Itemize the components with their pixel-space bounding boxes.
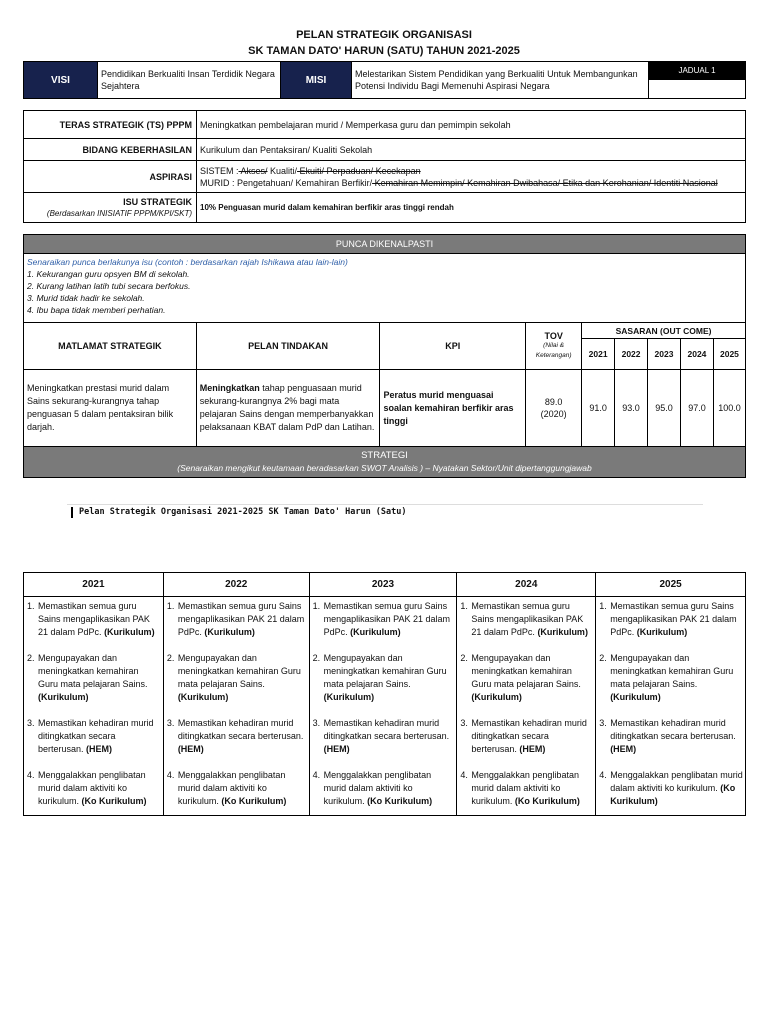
- year-header-2023: 2023: [648, 339, 681, 370]
- strategy-text-wrap: [610, 769, 743, 808]
- year-column-header: 2023: [309, 573, 457, 597]
- strategy-number: 3.: [599, 718, 607, 728]
- strategy-item: [599, 652, 743, 704]
- strategy-text: Mengupayakan dan meningkatkan kemahiran Guru mata pelajaran Sains.: [610, 653, 734, 689]
- tov-year: (2020): [540, 409, 567, 419]
- strategy-text: Memastikan semua guru Sains mengaplikasikan PAK 21 dalam PdPc.: [323, 601, 450, 637]
- strategy-number: 2.: [312, 653, 321, 663]
- kpi-header: KPI: [380, 323, 526, 370]
- strategy-text: Memastikan semua guru Sains mengaplikasikan PAK 21 dalam PdPc.: [610, 601, 737, 637]
- teras-value: Meningkatkan pembelajaran murid / Memperkasa guru dan pemimpin sekolah: [197, 111, 746, 139]
- strategy-unit: (Kurikulum): [38, 692, 89, 702]
- strategy-text: Menggalakkan penglibatan murid dalam aktiviti ko kurikulum.: [38, 770, 146, 806]
- strategy-item: [599, 717, 743, 756]
- strategy-text: Memastikan kehadiran murid ditingkatkan secara berterusan.: [323, 718, 450, 741]
- strategy-text-wrap: [471, 652, 593, 704]
- strategy-text: Memastikan kehadiran murid ditingkatkan secara berterusan.: [38, 718, 154, 754]
- aspirasi-sistem-struck-2: Ekuiti/ Perpaduan/ Kecekapan: [297, 165, 421, 176]
- strategy-text: Memastikan semua guru Sains mengaplikasikan PAK 21 dalam PdPc.: [177, 601, 305, 637]
- isu-value: 10% Penguasan murid dalam kemahiran berfikir aras tinggi rendah: [197, 193, 746, 223]
- punca-item: 3. Murid tidak hadir ke sekolah.: [27, 293, 145, 303]
- strategy-unit: (Kurikulum): [471, 692, 522, 702]
- strategy-item: [167, 600, 307, 639]
- strategy-text-wrap: [38, 717, 161, 756]
- jadual-label: JADUAL 1: [649, 62, 746, 80]
- aspirasi-sistem-kept: Kualiti/: [267, 165, 298, 176]
- tov-value: 89.0: [544, 397, 563, 407]
- isu-label-cell: [24, 193, 197, 223]
- year-column-strategies: [309, 597, 457, 816]
- strategy-number: 3.: [166, 718, 175, 728]
- strategi-sub: (Senaraikan mengikut keutamaan beradasarkan SWOT Analisis ) – Nyatakan Sektor/Unit dipertanggungjawab: [177, 463, 592, 473]
- isu-label: ISU STRATEGIK: [123, 196, 192, 207]
- strategy-item: [313, 717, 455, 756]
- info-table: [23, 110, 746, 223]
- strategy-number: 1.: [166, 601, 175, 611]
- target-2025: 100.0: [713, 370, 745, 447]
- tov-sub: (Nilai & Keterangan): [535, 342, 572, 359]
- misi-label: MISI: [281, 62, 352, 99]
- strategy-text-wrap: [178, 769, 307, 808]
- strategy-item: [599, 769, 743, 808]
- page2-header: Pelan Strategik Organisasi 2021-2025 SK Taman Dato' Harun (Satu): [79, 507, 407, 517]
- misi-text: Melestarikan Sistem Pendidikan yang Berkualiti Untuk Membangunkan Potensi Individu Bagi Memenuhi Aspirasi Negara: [352, 62, 649, 99]
- strategy-item: [313, 600, 455, 639]
- tov-header: TOV: [544, 331, 563, 341]
- strategy-item: [27, 769, 161, 808]
- strategy-item: [460, 652, 593, 704]
- sasaran-header: SASARAN (OUT COME): [582, 323, 746, 339]
- strategy-unit: (HEM): [86, 744, 113, 754]
- strategy-unit: (Kurikulum): [350, 627, 401, 637]
- jadual-empty-cell: [649, 80, 746, 99]
- strategy-text: Mengupayakan dan meningkatkan kemahiran Guru mata pelajaran Sains.: [38, 653, 148, 689]
- strategy-text: Menggalakkan penglibatan murid dalam aktiviti ko kurikulum.: [610, 770, 743, 793]
- strategy-text: Mengupayakan dan meningkatkan kemahiran Guru mata pelajaran Sains.: [323, 653, 447, 689]
- strategy-number: 3.: [27, 718, 35, 728]
- aspirasi-value: [197, 161, 746, 193]
- teras-label: TERAS STRATEGIK (TS) PPPM: [24, 111, 197, 139]
- tov-value-cell: [526, 370, 582, 447]
- strategy-unit: (HEM): [519, 744, 546, 754]
- strategy-item: [27, 717, 161, 756]
- strategy-text: Memastikan kehadiran murid ditingkatkan secara berterusan.: [610, 718, 736, 741]
- target-2023: 95.0: [648, 370, 681, 447]
- aspirasi-label: ASPIRASI: [24, 161, 197, 193]
- strategy-text-wrap: [324, 717, 455, 756]
- strategy-text-wrap: [178, 652, 307, 704]
- strategy-text: Memastikan semua guru Sains mengaplikasikan PAK 21 dalam PdPc.: [38, 601, 150, 637]
- yearly-strategy-table: [23, 572, 746, 816]
- aspirasi-sistem-struck-1: Akses/: [238, 165, 268, 176]
- strategy-unit: (Kurikulum): [610, 692, 661, 702]
- strategy-text-wrap: [324, 769, 455, 808]
- visi-label: VISI: [24, 62, 98, 99]
- punca-item: 1. Kekurangan guru opsyen BM di sekolah.: [27, 269, 190, 279]
- punca-item: 2. Kurang latihan latih tubi secara berfokus.: [27, 281, 191, 291]
- strategy-number: 4.: [460, 770, 468, 780]
- strategy-text-wrap: [38, 652, 161, 704]
- strategy-number: 1.: [27, 601, 35, 611]
- strategy-text-wrap: [610, 652, 743, 704]
- strategy-unit: (HEM): [323, 744, 350, 754]
- strategy-unit: (Ko Kurikulum): [610, 783, 736, 806]
- strategy-number: 4.: [27, 770, 35, 780]
- strategy-unit: (Ko Kurikulum): [221, 796, 287, 806]
- page-divider: [67, 504, 703, 505]
- year-column-header: 2025: [596, 573, 746, 597]
- pelan-rest: tahap penguasaan murid sekurang-kurangnya 2% bagi mata pelajaran Sains dengan memperbanyakkan pelaksanaan KBAT dalam PdP dan Latihan.: [199, 383, 375, 432]
- strategy-text-wrap: [178, 717, 307, 756]
- strategy-item: [167, 652, 307, 704]
- strategy-unit: (Kurikulum): [177, 692, 229, 702]
- year-header-2022: 2022: [615, 339, 648, 370]
- strategy-text: Menggalakkan penglibatan murid dalam aktiviti ko kurikulum.: [323, 770, 432, 806]
- strategy-text: Memastikan kehadiran murid ditingkatkan secara berterusan.: [471, 718, 587, 754]
- pelan-text: [196, 370, 380, 447]
- strategy-number: 2.: [460, 653, 468, 663]
- strategi-header: STRATEGI: [361, 450, 408, 461]
- strategy-unit: (Kurikulum): [537, 627, 588, 637]
- year-header-2021: 2021: [582, 339, 615, 370]
- bidang-value: Kurikulum dan Pentaksiran/ Kualiti Sekolah: [197, 139, 746, 161]
- pelan-bold: Meningkatkan: [199, 383, 260, 393]
- target-2024: 97.0: [680, 370, 713, 447]
- strategy-item: [599, 600, 743, 639]
- year-column-header: 2024: [457, 573, 596, 597]
- strategy-item: [313, 652, 455, 704]
- year-header-2025: 2025: [713, 339, 745, 370]
- strategy-item: [460, 717, 593, 756]
- strategy-number: 2.: [599, 653, 607, 663]
- strategy-text-wrap: [471, 769, 593, 808]
- strategy-item: [460, 769, 593, 808]
- strategy-text-wrap: [324, 652, 455, 704]
- strategy-item: [167, 717, 307, 756]
- strategy-unit: (Ko Kurikulum): [81, 796, 147, 806]
- bidang-label: BIDANG KEBERHASILAN: [24, 139, 197, 161]
- strategy-text: Mengupayakan dan meningkatkan kemahiran Guru mata pelajaran Sains.: [177, 653, 301, 689]
- aspirasi-murid-line: [200, 177, 745, 189]
- year-column-strategies: [596, 597, 746, 816]
- strategy-item: [460, 600, 593, 639]
- visi-text: Pendidikan Berkualiti Insan Terdidik Negara Sejahtera: [98, 62, 281, 99]
- kpi-text: Peratus murid menguasai soalan kemahiran berfikir aras tinggi: [380, 370, 526, 447]
- year-header-2024: 2024: [680, 339, 713, 370]
- doc-title-line2: SK TAMAN DATO' HARUN (SATU) TAHUN 2021-2025: [248, 45, 520, 57]
- strategy-unit: (HEM): [610, 744, 637, 754]
- strategy-number: 3.: [460, 718, 468, 728]
- strategy-text: Menggalakkan penglibatan murid dalam aktiviti ko kurikulum.: [471, 770, 579, 806]
- strategy-unit: (HEM): [177, 744, 204, 754]
- strategy-text-wrap: [178, 600, 307, 639]
- strategy-number: 1.: [312, 601, 321, 611]
- strategy-text: Memastikan semua guru Sains mengaplikasikan PAK 21 dalam PdPc.: [471, 601, 584, 637]
- strategy-unit: (Kurikulum): [636, 627, 688, 637]
- punca-instruction: Senaraikan punca berlakunya isu (contoh : berdasarkan rajah Ishikawa atau lain-lain): [27, 257, 348, 267]
- page2-header-bar: [71, 507, 73, 518]
- strategy-number: 1.: [599, 601, 607, 611]
- target-2022: 93.0: [615, 370, 648, 447]
- strategy-number: 4.: [312, 770, 321, 780]
- strategy-text: Mengupayakan dan meningkatkan kemahiran Guru mata pelajaran Sains.: [471, 653, 581, 689]
- strategy-number: 3.: [312, 718, 321, 728]
- strategy-text: Menggalakkan penglibatan murid dalam aktiviti ko kurikulum.: [177, 770, 286, 806]
- strategy-text-wrap: [38, 769, 161, 808]
- strategy-unit: (Kurikulum): [104, 627, 155, 637]
- target-2021: 91.0: [582, 370, 615, 447]
- strategy-unit: (Ko Kurikulum): [367, 796, 433, 806]
- strategy-item: [27, 652, 161, 704]
- strategy-unit: (Ko Kurikulum): [514, 796, 580, 806]
- strategy-text-wrap: [38, 600, 161, 639]
- year-column-strategies: [163, 597, 309, 816]
- plan-table: [23, 234, 746, 478]
- aspirasi-sistem-prefix: SISTEM :: [200, 165, 239, 176]
- strategy-item: [167, 769, 307, 808]
- strategi-bar: [24, 447, 746, 478]
- visi-misi-table: [23, 61, 746, 99]
- strategy-text-wrap: [324, 600, 455, 639]
- year-column-header: 2021: [24, 573, 164, 597]
- tov-header-cell: [526, 323, 582, 370]
- strategy-number: 4.: [166, 770, 175, 780]
- strategy-text-wrap: [610, 600, 743, 639]
- strategy-item: [313, 769, 455, 808]
- matlamat-text: Meningkatkan prestasi murid dalam Sains sekurang-kurangnya tahap penguasan 5 dalam pentaksiran bilik darjah.: [24, 370, 197, 447]
- strategy-text-wrap: [471, 600, 593, 639]
- isu-sub-label: (Berdasarkan INISIATIF PPPM/KPI/SKT): [46, 208, 192, 218]
- aspirasi-sistem-line: [200, 165, 745, 177]
- strategy-number: 4.: [599, 770, 607, 780]
- strategy-unit: (Kurikulum): [323, 692, 375, 702]
- year-column-strategies: [457, 597, 596, 816]
- doc-title-line1: PELAN STRATEGIK ORGANISASI: [296, 29, 472, 41]
- pelan-header: PELAN TINDAKAN: [196, 323, 380, 370]
- punca-item: 4. Ibu bapa tidak memberi perhatian.: [27, 305, 166, 315]
- strategy-item: [27, 600, 161, 639]
- strategy-text: Memastikan kehadiran murid ditingkatkan secara berterusan.: [177, 718, 304, 741]
- strategy-number: 2.: [27, 653, 35, 663]
- aspirasi-murid-kept: MURID : Pengetahuan/ Kemahiran Berfikir/: [200, 177, 373, 188]
- punca-list: [24, 254, 746, 323]
- strategy-text-wrap: [471, 717, 593, 756]
- year-column-header: 2022: [163, 573, 309, 597]
- punca-header: PUNCA DIKENALPASTI: [24, 235, 746, 254]
- strategy-number: 2.: [166, 653, 175, 663]
- strategy-number: 1.: [460, 601, 468, 611]
- year-column-strategies: [24, 597, 164, 816]
- aspirasi-murid-struck: Kemahiran Memimpin/ Kemahiran Dwibahasa/ Etika dan Kerohanian/ Identiti Nasional: [372, 177, 718, 188]
- matlamat-header: MATLAMAT STRATEGIK: [24, 323, 197, 370]
- strategy-unit: (Kurikulum): [204, 627, 255, 637]
- strategy-text-wrap: [610, 717, 743, 756]
